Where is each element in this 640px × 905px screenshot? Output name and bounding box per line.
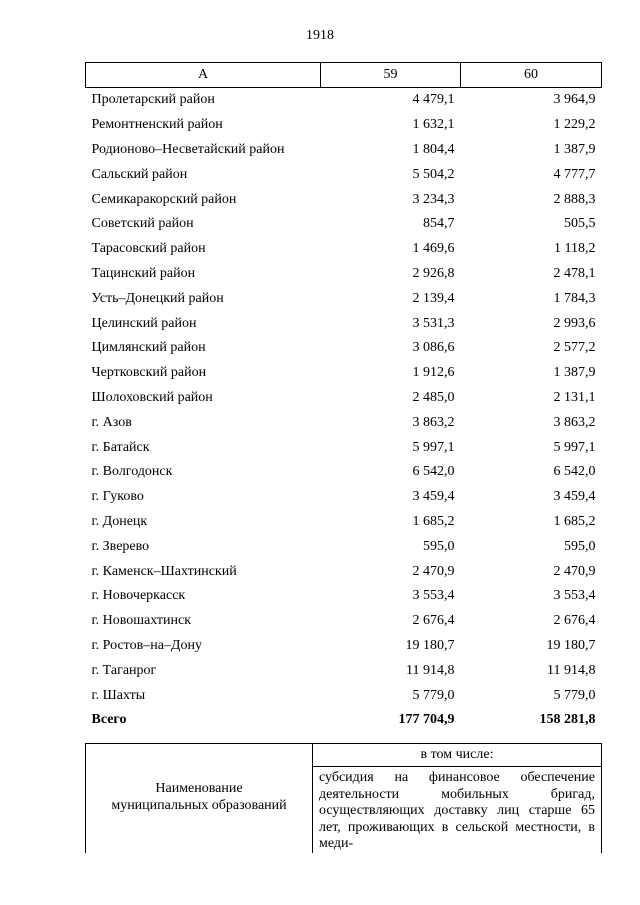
cell-value-60: 1 784,3 — [553, 290, 596, 306]
cell-value-59: 19 180,7 — [405, 637, 455, 653]
cell-value-59: 3 086,6 — [412, 340, 455, 356]
cell-value-59: 854,7 — [423, 216, 455, 232]
cell-value-59: 595,0 — [423, 538, 455, 554]
table-row — [86, 286, 602, 311]
cell-name: г. Зверево — [91, 538, 150, 554]
cell-name: г. Ростов–на–Дону — [91, 637, 202, 653]
table-row — [86, 658, 602, 683]
cell-value-60: 19 180,7 — [546, 637, 596, 653]
total-59: 177 704,9 — [398, 712, 455, 728]
cell-value-60: 2 676,4 — [553, 613, 596, 629]
table-row — [86, 237, 602, 262]
table-row — [86, 460, 602, 485]
cell-value-59: 3 234,3 — [412, 191, 455, 207]
cell-name: Цимлянский район — [91, 340, 206, 356]
cell-value-59: 1 469,6 — [412, 241, 455, 257]
table-row — [86, 212, 602, 237]
cell-name: Пролетарский район — [91, 92, 215, 108]
cell-name: Усть–Донецкий район — [91, 290, 224, 306]
cell-value-59: 4 479,1 — [412, 92, 455, 108]
column-header-name: А — [86, 63, 321, 88]
municipality-name-header-line2: муниципальных образований — [111, 798, 287, 814]
table-row — [86, 510, 602, 535]
cell-name: г. Шахты — [91, 687, 146, 703]
cell-name: г. Каменск–Шахтинский — [91, 563, 237, 579]
cell-value-59: 3 863,2 — [412, 414, 455, 430]
table-row — [86, 534, 602, 559]
cell-value-59: 11 914,8 — [406, 662, 455, 678]
cell-value-59: 3 531,3 — [412, 315, 455, 331]
cell-name: Тарасовский район — [91, 241, 206, 257]
municipality-name-header — [86, 744, 313, 853]
cell-name: Родионово–Несветайский район — [91, 141, 285, 157]
cell-value-60: 2 478,1 — [553, 265, 596, 281]
cell-value-60: 1 387,9 — [553, 141, 596, 157]
cell-name: Семикаракорский район — [91, 191, 237, 207]
table-body — [86, 88, 602, 733]
cell-value-60: 1 229,2 — [553, 117, 596, 133]
cell-value-60: 3 459,4 — [553, 489, 596, 505]
cell-value-60: 505,5 — [564, 216, 596, 232]
table-row — [86, 559, 602, 584]
column-header-60: 60 — [461, 63, 602, 88]
cell-name: г. Новочеркасск — [91, 588, 186, 604]
cell-value-60: 2 577,2 — [553, 340, 596, 356]
cell-value-59: 3 459,4 — [412, 489, 455, 505]
cell-name: Советский район — [91, 216, 194, 232]
cell-value-59: 5 504,2 — [412, 166, 455, 182]
table-row — [86, 336, 602, 361]
cell-value-60: 5 997,1 — [553, 439, 596, 455]
table-row — [86, 88, 602, 113]
table-row — [86, 138, 602, 163]
cell-name: Чертковский район — [91, 365, 207, 381]
total-60: 158 281,8 — [539, 712, 596, 728]
cell-value-60: 595,0 — [564, 538, 596, 554]
cell-name: г. Батайск — [91, 439, 150, 455]
table-row — [86, 187, 602, 212]
total-row — [86, 708, 602, 733]
cell-value-60: 2 470,9 — [553, 563, 596, 579]
cell-value-59: 2 139,4 — [412, 290, 455, 306]
cell-value-59: 5 997,1 — [412, 439, 455, 455]
table-row — [86, 262, 602, 287]
cell-value-59: 1 804,4 — [412, 141, 455, 157]
cell-value-60: 3 964,9 — [553, 92, 596, 108]
table-row — [86, 311, 602, 336]
cell-name: Тацинский район — [91, 265, 196, 281]
cell-value-60: 2 131,1 — [553, 389, 596, 405]
cell-value-60: 1 685,2 — [553, 513, 596, 529]
cell-value-60: 3 553,4 — [553, 588, 596, 604]
cell-name: г. Волгодонск — [91, 464, 173, 480]
cell-value-60: 6 542,0 — [553, 464, 596, 480]
table-row — [86, 435, 602, 460]
table-row — [86, 609, 602, 634]
page-number: 1918 — [306, 28, 334, 43]
cell-name: Сальский район — [91, 166, 188, 182]
cell-value-59: 2 676,4 — [412, 613, 455, 629]
total-label: Всего — [91, 712, 127, 728]
cell-name: Шолоховский район — [91, 389, 213, 405]
cell-value-59: 1 632,1 — [412, 117, 455, 133]
cell-value-59: 2 926,8 — [412, 265, 455, 281]
table-row — [86, 113, 602, 138]
cell-value-60: 11 914,8 — [547, 662, 596, 678]
continuation-table-header — [85, 743, 602, 853]
cell-name: г. Гуково — [91, 489, 144, 505]
table-row — [86, 634, 602, 659]
cell-value-60: 1 387,9 — [553, 365, 596, 381]
cell-name: Целинский район — [91, 315, 197, 331]
cell-value-60: 4 777,7 — [553, 166, 596, 182]
subsidy-column-header: субсидия на финансовое обеспечение деятельности мобильных бригад, осуществляющих доставку лиц старше 65 лет, проживающих в сельской местности, в меди- — [313, 767, 602, 853]
table-row — [86, 584, 602, 609]
table-row — [86, 410, 602, 435]
cell-value-60: 2 888,3 — [553, 191, 596, 207]
table-row — [86, 485, 602, 510]
municipality-name-header-line1: Наименование — [155, 781, 243, 797]
cell-name: г. Донецк — [91, 513, 148, 529]
cell-value-60: 5 779,0 — [553, 687, 596, 703]
including-header: в том числе: — [313, 744, 602, 767]
cell-value-59: 1 912,6 — [412, 365, 455, 381]
cell-value-59: 2 485,0 — [412, 389, 455, 405]
cell-name: г. Азов — [91, 414, 132, 430]
cell-value-59: 5 779,0 — [412, 687, 455, 703]
table-row — [86, 361, 602, 386]
cell-value-60: 2 993,6 — [553, 315, 596, 331]
table-row — [86, 162, 602, 187]
cell-value-59: 1 685,2 — [412, 513, 455, 529]
table-row — [86, 683, 602, 708]
cell-value-60: 1 118,2 — [554, 241, 596, 257]
cell-name: г. Новошахтинск — [91, 613, 192, 629]
cell-value-60: 3 863,2 — [553, 414, 596, 430]
cell-value-59: 3 553,4 — [412, 588, 455, 604]
cell-name: Ремонтненский район — [91, 117, 223, 133]
table-header-row — [86, 63, 602, 88]
cell-value-59: 2 470,9 — [412, 563, 455, 579]
table-row — [86, 386, 602, 411]
cell-value-59: 6 542,0 — [412, 464, 455, 480]
cell-name: г. Таганрог — [91, 662, 157, 678]
column-header-59: 59 — [321, 63, 461, 88]
data-table — [85, 62, 602, 733]
